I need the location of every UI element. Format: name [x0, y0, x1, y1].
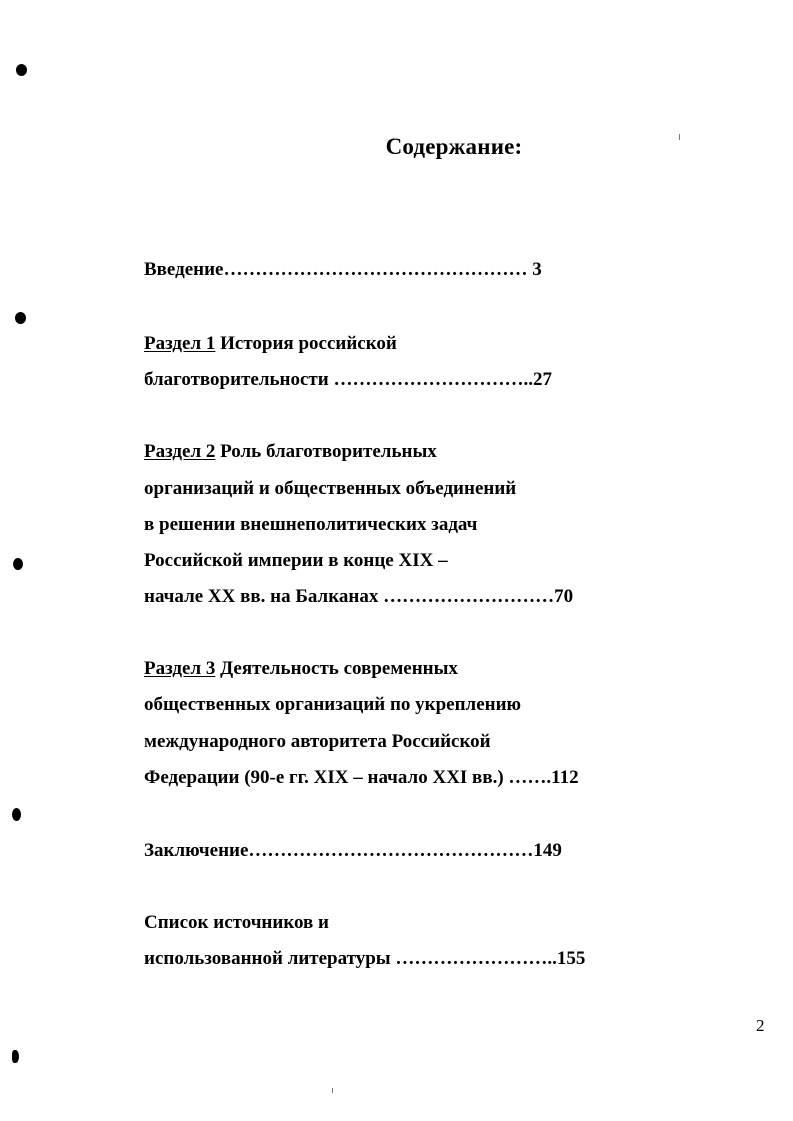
toc-line-section-2-end — [144, 585, 573, 609]
toc-entry-text: начале XX вв. на Балканах ………………………70 — [144, 586, 574, 607]
binder-hole-mark — [12, 1050, 19, 1063]
binder-hole-mark — [16, 64, 27, 76]
toc-entry-text: организаций и общественных объединений — [144, 478, 517, 499]
section-label: Раздел 2 — [144, 441, 216, 462]
toc-entry-text: международного авторитета Российской — [144, 731, 491, 752]
toc-entry-text: благотворительности …………………………..27 — [144, 369, 552, 390]
toc-line-section-2-heading — [144, 440, 437, 464]
toc-line-section-1-heading — [144, 332, 397, 356]
toc-entry-text: Список источников и — [144, 912, 330, 933]
section-label: Раздел 3 — [144, 658, 216, 679]
toc-entry-text: Федерации (90-е гг. XIX – начало XXI вв.) …….112 — [144, 767, 579, 788]
toc-entry-text: Роль благотворительных — [215, 441, 437, 462]
toc-line-introduction — [144, 258, 542, 282]
binder-hole-mark — [15, 312, 26, 324]
toc-line-section-2 — [144, 549, 448, 573]
binder-hole-mark — [13, 558, 23, 570]
toc-line-section-3-end — [144, 766, 579, 790]
page-title: Содержание: — [385, 134, 523, 159]
toc-line-section-2 — [144, 513, 477, 537]
toc-entry-text: Деятельность современных — [215, 658, 458, 679]
toc-entry-text: общественных организаций по укреплению — [144, 694, 522, 715]
toc-line-references-heading — [144, 911, 329, 935]
binder-hole-mark — [12, 808, 21, 821]
toc-line-section-3 — [144, 730, 491, 754]
section-label: Раздел 1 — [144, 333, 216, 354]
toc-line-section-3-heading — [144, 657, 458, 681]
toc-line-conclusion — [144, 839, 562, 863]
toc-line-section-3 — [144, 693, 521, 717]
scan-speck — [332, 1088, 333, 1093]
toc-entry-text: в решении внешнеполитических задач — [144, 514, 478, 535]
toc-entry-text: Введение………………………………………… 3 — [144, 259, 542, 280]
toc-entry-text: Заключение………………………………………149 — [144, 840, 562, 861]
toc-line-references-end — [144, 947, 585, 971]
toc-line-section-1-end — [144, 368, 552, 392]
toc-entry-text: История российской — [215, 333, 397, 354]
page-number: 2 — [756, 1016, 765, 1035]
toc-line-section-2 — [144, 477, 516, 501]
toc-entry-text: Российской империи в конце XIX – — [144, 550, 448, 571]
toc-entry-text: использованной литературы ……………………..155 — [144, 948, 586, 969]
